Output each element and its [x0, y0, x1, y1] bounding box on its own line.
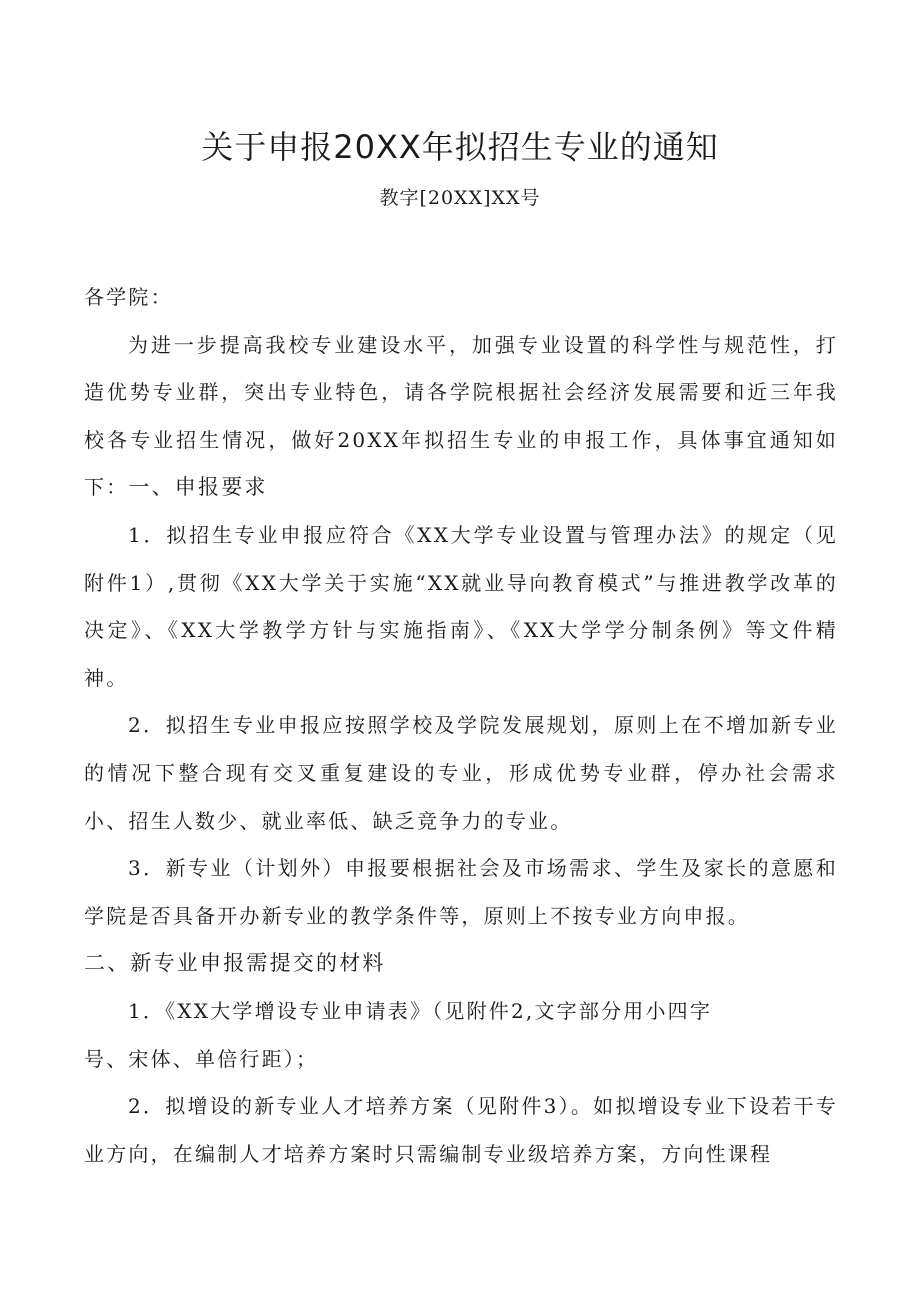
intro-paragraph [84, 322, 838, 512]
section-heading-requirements: 一、申报要求 [128, 475, 268, 500]
document-body [84, 274, 838, 1178]
intro-text: 为进一步提高我校专业建设水平，加强专业设置的科学性与规范性，打造优势专业群，突出专业特色，请各学院根据社会经济发展需要和近三年我校各专业招生情况，做好20XX年拟招生专业的申报工作，具体事宜通知如下： [84, 332, 838, 500]
requirement-item-3: 3．新专业（计划外）申报要根据社会及市场需求、学生及家长的意愿和学院是否具备开办新专业的教学条件等，原则上不按专业方向申报。 [84, 856, 838, 928]
salutation: 各学院： [84, 285, 173, 309]
document-number: 教字[20XX]XX号 [379, 187, 541, 209]
section-heading-materials: 二、新专业申报需提交的材料 [84, 951, 386, 976]
material-item-1-line-1: 1．《XX大学增设专业申请表》（见附件2,文字部分用小四字 [128, 998, 713, 1023]
material-item-1-line-2: 号、宋体、单倍行距）； [84, 1046, 319, 1071]
material-item-2: 2．拟增设的新专业人才培养方案（见附件3）。如拟增设专业下设若干专业方向，在编制人才培养方案时只需编制专业级培养方案，方向性课程 [84, 1094, 838, 1166]
requirement-item-2: 2．拟招生专业申报应按照学校及学院发展规划，原则上在不增加新专业的情况下整合现有交叉重复建设的专业，形成优势专业群，停办社会需求小、招生人数少、就业率低、缺乏竞争力的专业。 [84, 713, 838, 833]
requirement-item-1: 1．拟招生专业申报应符合《XX大学专业设置与管理办法》的规定（见附件1）,贯彻《XX大学关于实施“XX就业导向教育模式”与推进教学改革的决定》、《XX大学教学方针与实施指南》、《XX大学学分制条例》等文件精神。 [84, 522, 838, 690]
document-title: 关于申报20XX年拟招生专业的通知 [201, 128, 719, 166]
